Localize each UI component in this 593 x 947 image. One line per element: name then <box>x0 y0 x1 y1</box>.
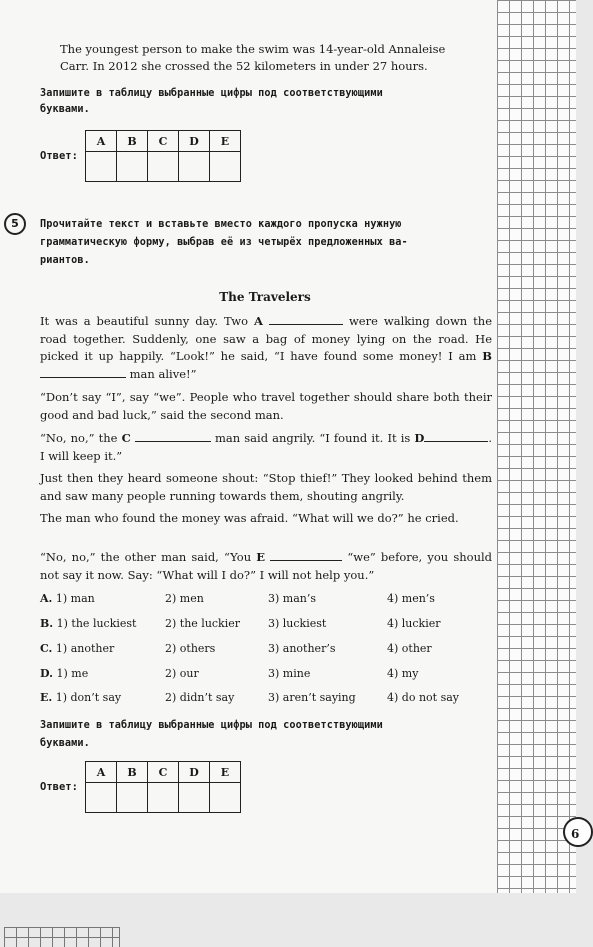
gap-label-c: C <box>121 431 131 445</box>
answer2-header-d: D <box>179 762 210 783</box>
story-paragraph-2: “Don’t say “I”, say “we”. People who travel together should share both their good and bad luck,” said the second man. <box>40 390 492 422</box>
instruction-bottom-line-2: буквами. <box>40 738 90 749</box>
option-d-2: 2) our <box>165 667 199 680</box>
p1-text-c: man alive!” <box>129 366 197 381</box>
gap-blank-e <box>270 549 342 561</box>
story-title: The Travelers <box>219 290 311 304</box>
answer2-cell-a[interactable] <box>86 783 117 813</box>
answer-cell-b[interactable] <box>117 152 148 182</box>
story-paragraph-6 <box>40 549 492 584</box>
intro-line-1: The youngest person to make the swim was 14-year-old Annaleise <box>60 42 446 56</box>
answer2-header-a: A <box>86 762 117 783</box>
option-b-2: 2) the luckier <box>165 617 241 630</box>
option-letter-b: B. <box>40 617 54 630</box>
option-b-3: 3) luckiest <box>268 617 327 630</box>
task-instruction-line-1: Прочитайте текст и вставьте вместо каждого пропуска нужную <box>40 219 402 230</box>
task-instruction-line-2: грамматическую форму, выбрав её из четырёх предложенных ва- <box>40 237 408 248</box>
option-e-4: 4) do not say <box>387 691 459 704</box>
answer-cell-c[interactable] <box>148 152 179 182</box>
instruction-bottom-line-1: Запишите в таблицу выбранные цифры под соответствующими <box>40 720 383 731</box>
gap-blank-c <box>135 430 211 442</box>
answer-table-bottom <box>85 761 241 813</box>
p3-text-c: . I will keep it.” <box>40 431 493 463</box>
next-task-number-badge: 6 <box>563 817 593 847</box>
answer-label-bottom: Ответ: <box>40 781 78 793</box>
option-b-1: 1) the luckiest <box>56 617 137 630</box>
answer2-header-c: C <box>148 762 179 783</box>
answer-header-b: B <box>117 131 148 152</box>
option-e-3: 3) aren’t saying <box>268 691 356 704</box>
option-c-4: 4) other <box>387 642 432 655</box>
option-letter-d: D. <box>40 667 53 680</box>
gap-label-e: E <box>256 550 266 564</box>
option-c-3: 3) another’s <box>268 642 336 655</box>
story-paragraph-4: Just then they heard someone shout: “Stop thief!” They looked behind them and saw many people running towards them, shouting angrily. <box>40 471 492 503</box>
answer-header-a: A <box>86 131 117 152</box>
p3-text-a: “No, no,” the <box>40 431 118 445</box>
margin-grid <box>497 0 576 893</box>
answer-label-top: Ответ: <box>40 150 78 162</box>
intro-line-2: Carr. In 2012 she crossed the 52 kilometers in under 27 hours. <box>60 59 428 73</box>
instruction-top-line-1: Запишите в таблицу выбранные цифры под соответствующими <box>40 88 383 99</box>
answer-header-e: E <box>210 131 241 152</box>
option-d-3: 3) mine <box>268 667 311 680</box>
option-c-1: 1) another <box>55 642 115 655</box>
answer2-cell-c[interactable] <box>148 783 179 813</box>
p1-text-b: were walking down the road together. Suddenly, one saw a bag of money lying on the road. He picked it up happily. “Look!” he said, “I have found some money! I am <box>40 314 493 363</box>
p3-text-b: man said angrily. “I found it. It is <box>214 431 411 445</box>
answer2-cell-d[interactable] <box>179 783 210 813</box>
option-d-4: 4) my <box>387 667 419 680</box>
option-c-2: 2) others <box>165 642 216 655</box>
answer-header-c: C <box>148 131 179 152</box>
gap-label-d: D <box>414 431 425 445</box>
p6-text-b: “we” before, you should not say it now. Say: “What will I do?” I will not help you.” <box>40 550 493 582</box>
option-e-2: 2) didn’t say <box>165 691 235 704</box>
option-a-3: 3) man’s <box>268 592 317 605</box>
option-letter-e: E. <box>40 691 53 704</box>
option-d-1: 1) me <box>56 667 89 680</box>
answer-cell-d[interactable] <box>179 152 210 182</box>
answer-cell-e[interactable] <box>210 152 241 182</box>
story-paragraph-1 <box>40 313 492 383</box>
bottom-grid-strip <box>4 927 120 947</box>
answer2-cell-e[interactable] <box>210 783 241 813</box>
gap-label-b: B <box>482 349 492 363</box>
gap-label-a: A <box>254 314 263 328</box>
option-letter-c: C. <box>40 642 53 655</box>
gap-blank-b <box>40 366 126 378</box>
answer-table-top <box>85 130 241 182</box>
option-a-4: 4) men’s <box>387 592 435 605</box>
option-b-4: 4) luckier <box>387 617 441 630</box>
option-a-2: 2) men <box>165 592 204 605</box>
story-paragraph-5: The man who found the money was afraid. “What will we do?” he cried. <box>40 511 459 525</box>
answer2-cell-b[interactable] <box>117 783 148 813</box>
task-instruction-line-3: риантов. <box>40 255 90 266</box>
p1-text-a: It was a beautiful sunny day. Two <box>40 314 249 328</box>
answer2-header-e: E <box>210 762 241 783</box>
option-letter-a: A. <box>40 592 53 605</box>
instruction-top-line-2: буквами. <box>40 104 90 115</box>
task-number-badge: 5 <box>4 213 26 235</box>
option-e-1: 1) don’t say <box>55 691 122 704</box>
story-paragraph-3 <box>40 430 492 465</box>
answer-header-d: D <box>179 131 210 152</box>
option-a-1: 1) man <box>55 592 95 605</box>
answer2-header-b: B <box>117 762 148 783</box>
gap-blank-a <box>269 313 343 325</box>
gap-blank-d <box>424 430 488 442</box>
answer-cell-a[interactable] <box>86 152 117 182</box>
p6-text-a: “No, no,” the other man said, “You <box>40 550 252 564</box>
